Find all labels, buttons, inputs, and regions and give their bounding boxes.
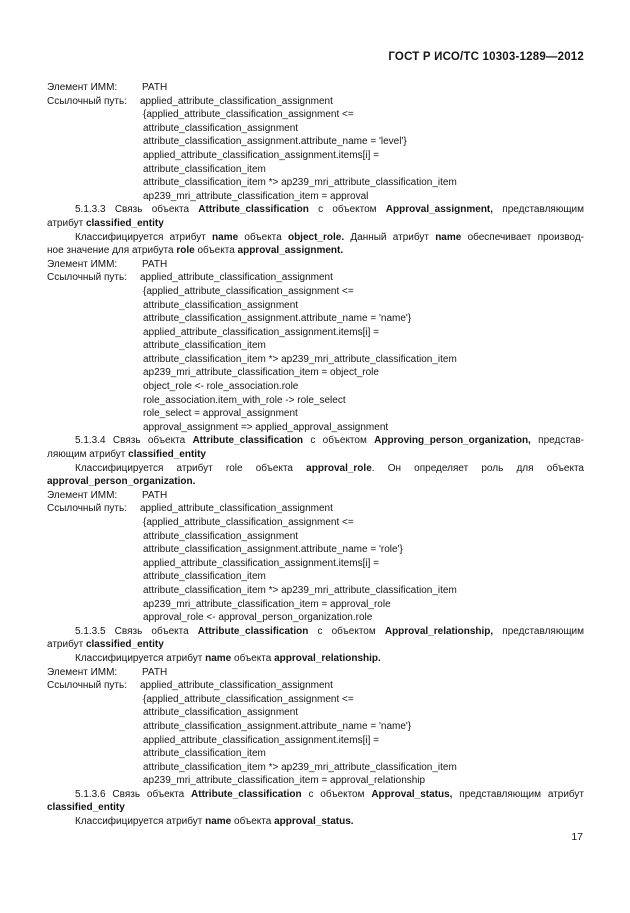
path-line: attribute_classification_assignment.attribute_name = 'name'}	[143, 720, 412, 732]
description-paragraph: Классифицируется атрибут name объекта approval_relationship.	[75, 652, 381, 664]
path-line: {applied_attribute_classification_assignment <=	[143, 285, 354, 297]
path-line: applied_attribute_classification_assignment.items[i] =	[143, 734, 379, 746]
description-cont: ное значение для атрибута role объекта approval_assignment.	[47, 245, 344, 257]
ref-path-line	[47, 679, 584, 693]
path-line: ap239_mri_attribute_classification_item = object_role	[143, 367, 379, 379]
ref-path-label: Ссылочный путь:	[47, 503, 127, 515]
path-line: attribute_classification_item	[143, 571, 266, 583]
path-line: approval_assignment => applied_approval_assignment	[143, 421, 389, 433]
ref-path-first: applied_attribute_classification_assignment	[140, 272, 333, 284]
path-line: ap239_mri_attribute_classification_item = approval_relationship	[143, 775, 426, 787]
path-line: object_role <- role_association.role	[143, 381, 299, 393]
ref-path-first: applied_attribute_classification_assignment	[140, 503, 333, 515]
element-label: Элемент ИММ:	[47, 666, 118, 678]
path-line: {applied_attribute_classification_assignment <=	[143, 517, 354, 528]
page-number: 17	[571, 831, 583, 843]
path-line: applied_attribute_classification_assignment.items[i] =	[143, 557, 379, 569]
document-header: ГОСТ Р ИСО/ТС 10303-1289—2012	[388, 51, 584, 63]
path-line: attribute_classification_item *> ap239_mri_attribute_classification_item	[143, 761, 457, 773]
description-paragraph: Классифицируется атрибут name объекта approval_status.	[75, 816, 354, 828]
ref-path-line	[47, 271, 584, 285]
path-line: attribute_classification_item	[143, 163, 266, 175]
path-line: role_select = approval_assignment	[143, 408, 298, 420]
section-heading-cont: ляющим атрибут classified_entity	[47, 449, 206, 461]
ref-path-label: Ссылочный путь:	[47, 95, 127, 107]
section-heading-5-1-3-4: 5.1.3.4 Связь объекта Attribute_classification с объектом Approving_person_organization, представ-	[75, 435, 584, 447]
section-heading-5-1-3-5: 5.1.3.5 Связь объекта Attribute_classification с объектом Approval_relationship, представляющим	[75, 625, 585, 637]
path-line: {applied_attribute_classification_assignment <=	[143, 109, 354, 121]
element-value: PATH	[142, 666, 168, 678]
path-line: {applied_attribute_classification_assignment <=	[143, 693, 354, 705]
ref-path-first: applied_attribute_classification_assignment	[140, 680, 333, 692]
path-line: attribute_classification_assignment	[143, 530, 299, 542]
element-value: PATH	[142, 82, 168, 93]
section-heading-5-1-3-6: 5.1.3.6 Связь объекта Attribute_classification с объектом Approval_status, представляющим атрибут	[75, 788, 584, 800]
path-line: ap239_mri_attribute_classification_item = approval_role	[143, 598, 391, 610]
path-line: applied_attribute_classification_assignment.items[i] =	[143, 326, 379, 338]
ref-path-line	[47, 95, 584, 109]
path-line: attribute_classification_assignment	[143, 122, 299, 134]
element-line	[47, 81, 584, 95]
path-line: attribute_classification_item *> ap239_mri_attribute_classification_item	[143, 584, 457, 596]
element-label: Элемент ИММ:	[47, 489, 118, 501]
path-line: attribute_classification_item *> ap239_mri_attribute_classification_item	[143, 177, 457, 189]
section-heading-cont: classified_entity	[47, 802, 125, 814]
path-line: attribute_classification_item	[143, 748, 266, 760]
element-line	[47, 489, 584, 503]
element-label: Элемент ИММ:	[47, 82, 118, 93]
path-line: ap239_mri_attribute_classification_item = approval	[143, 190, 369, 202]
element-value: PATH	[142, 489, 168, 501]
path-line: attribute_classification_assignment	[143, 707, 299, 719]
path-line: role_association.item_with_role -> role_select	[143, 394, 346, 406]
description-paragraph: Классифицируется атрибут name объекта object_role. Данный атрибут name обеспечивает производ-	[75, 231, 584, 243]
path-line: attribute_classification_assignment	[143, 299, 299, 311]
ref-path-line	[47, 502, 584, 516]
path-line: applied_attribute_classification_assignment.items[i] =	[143, 149, 379, 161]
path-line: attribute_classification_assignment.attribute_name = 'name'}	[143, 313, 412, 325]
element-line	[47, 666, 584, 680]
element-label: Элемент ИММ:	[47, 258, 118, 270]
description-paragraph: Классифицируется атрибут role объекта approval_role. Он определяет роль для объекта	[75, 462, 584, 474]
section-heading-5-1-3-3: 5.1.3.3 Связь объекта Attribute_classification с объектом Approval_assignment, представляющим	[75, 204, 585, 216]
document-body	[47, 81, 584, 829]
section-heading-cont: атрибут classified_entity	[47, 217, 164, 229]
ref-path-first: applied_attribute_classification_assignment	[140, 95, 333, 107]
section-heading-cont: атрибут classified_entity	[47, 639, 164, 651]
path-line: attribute_classification_assignment.attribute_name = 'level'}	[143, 136, 407, 148]
description-cont: approval_person_organization.	[47, 476, 196, 488]
ref-path-label: Ссылочный путь:	[47, 272, 127, 284]
path-line: approval_role <- approval_person_organization.role	[143, 612, 373, 624]
path-line: attribute_classification_item *> ap239_mri_attribute_classification_item	[143, 353, 457, 365]
path-line: attribute_classification_item	[143, 340, 266, 352]
element-line	[47, 258, 584, 272]
element-value: PATH	[142, 258, 168, 270]
ref-path-label: Ссылочный путь:	[47, 680, 127, 692]
path-line: attribute_classification_assignment.attribute_name = 'role'}	[143, 544, 403, 556]
